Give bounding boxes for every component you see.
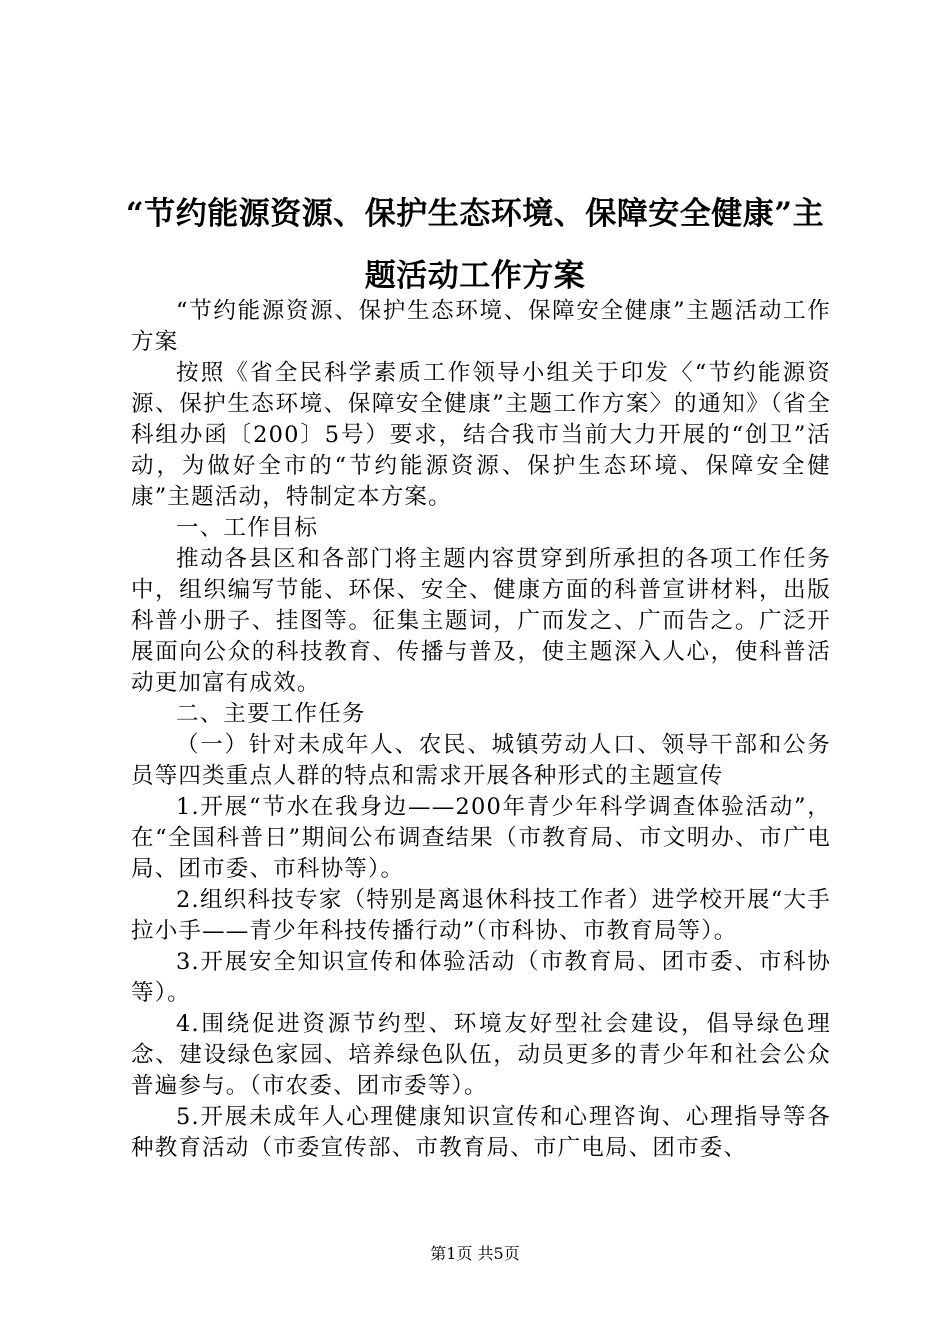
- list-item-5: 5.开展未成年人心理健康知识宣传和心理咨询、心理指导等各种教育活动（市委宣传部、市教育局、市广电局、团市委、: [131, 1104, 831, 1161]
- list-item-1: 1.开展“节水在我身边——200年青少年科学调查体验活动”，在“全国科普日”期间公布调查结果（市教育局、市文明办、市广电局、团市委、市科协等）。: [131, 794, 831, 882]
- list-item-3: 3.开展安全知识宣传和体验活动（市教育局、团市委、市科协等）。: [131, 949, 831, 1006]
- document-title: “节约能源资源、保护生态环境、保障安全健康”主题活动工作方案: [125, 196, 825, 294]
- paragraph-work-goals: 推动各县区和各部门将主题内容贯穿到所承担的各项工作任务中，组织编写节能、环保、安全、健康方面的科普宣讲材料，出版科普小册子、挂图等。征集主题词，广而发之、广而告之。广泛开展面向公众的科技教育、传播与普及，使主题深入人心，使科普活动更加富有成效。: [131, 546, 831, 696]
- paragraph-subtitle: “节约能源资源、保护生态环境、保障安全健康”主题活动工作方案: [131, 298, 831, 355]
- paragraph-task-group-1: （一）针对未成年人、农民、城镇劳动人口、领导干部和公务员等四类重点人群的特点和需求开展各种形式的主题宣传: [131, 732, 831, 789]
- list-item-4: 4.围绕促进资源节约型、环境友好型社会建设，倡导绿色理念、建设绿色家园、培养绿色队伍，动员更多的青少年和社会公众普遍参与。（市农委、团市委等）。: [131, 1011, 831, 1099]
- heading-work-goals: 一、工作目标: [176, 515, 319, 541]
- paragraph-intro: 按照《省全民科学素质工作领导小组关于印发〈“节约能源资源、保护生态环境、保障安全健康”主题工作方案〉的通知》（省全科组办函〔200〕5号）要求，结合我市当前大力开展的“创卫”活动，为做好全市的“节约能源资源、保护生态环境、保障安全健康”主题活动，特制定本方案。: [131, 360, 831, 510]
- list-item-2: 2.组织科技专家（特别是离退休科技工作者）进学校开展“大手拉小手——青少年科技传播行动”（市科协、市教育局等）。: [131, 887, 831, 944]
- page-number-footer: 第1页 共5页: [430, 1244, 520, 1263]
- heading-main-tasks: 二、主要工作任务: [176, 701, 366, 727]
- document-body: [131, 296, 831, 1164]
